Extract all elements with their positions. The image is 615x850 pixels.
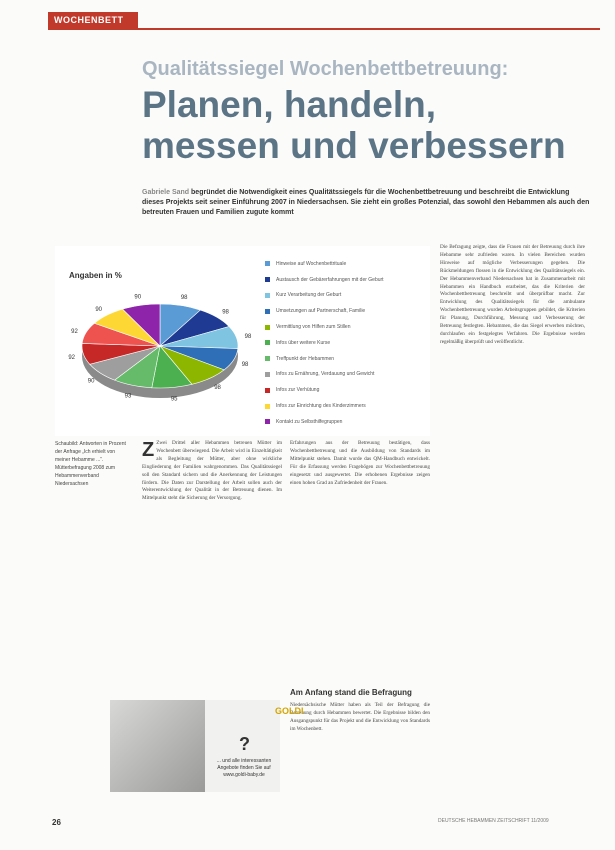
magazine-footer: DEUTSCHE HEBAMMEN ZEITSCHRIFT 11/2009 <box>438 818 549 824</box>
legend-label: Infos über weitere Kurse <box>276 339 331 346</box>
header-rule <box>48 28 600 30</box>
legend-label: Hinweise auf Wochenbettrituale <box>276 260 347 267</box>
lead-author: Gabriele Sand <box>142 189 190 196</box>
legend-item <box>265 303 430 319</box>
body-text-1: Zwei Drittel aller Hebammen betreuen Mütter im Wochenbett überwiegend. Die Arbeit wird in Einzeltätigkeit als Begleitung der Mütter, aber ohne wirkliche Eingliederung der Familien wahrgenommen. Das Qualitätssiegel soll den Standard sichern und die Anerkennung der Leistungen fördern. Die Daten zur Darstellung der Arbeit sollen auch der Weiterentwicklung der Qualität in der Betreuung dienen. Im Mittelpunkt steht die Sicherung der Versorgung. <box>142 440 282 502</box>
drop-cap: Z <box>142 439 155 461</box>
legend-swatch <box>265 325 270 330</box>
section-tag: WOCHENBETT <box>48 12 138 28</box>
legend-swatch <box>265 388 270 393</box>
legend-item <box>265 272 430 288</box>
ad-question-mark: ? <box>239 734 250 754</box>
ad-text: ... und alle interessanten Angebote finden Sie auf www.goldi-baby.de <box>216 758 272 778</box>
legend-swatch <box>265 404 270 409</box>
section-subhead: Am Anfang stand die Befragung <box>290 688 412 697</box>
body-column-2: Erfahrungen aus der Betreuung bestätigen, dass Wochenbettbetreuung und die Ausbildung von Standards im Mittelpunkt stehen. Damit wurde das QM-Handbuch entwickelt. Für die Erfassung werden Fragebögen zur Wochenbettbetreuung eingesetzt und ausgewertet. Die erhobenen Ergebnisse zeigen einen hohen Grad an Zufriedenheit der Frauen. <box>290 440 430 486</box>
body-column-3: Die Befragung zeigte, dass die Frauen mit der Betreuung durch ihre Hebamme sehr zufrieden waren. In vielen Bereichen wurden Hinweise auf mögliche Verbesserungen gegeben. Die Rückmeldungen flossen in die Entwicklung des Qualitätssiegels ein. Der Hebammenverband Niedersachsen hat in Zusammenarbeit mit Hebammen ein Handbuch erarbeitet, das die Kriterien der Wochenbettbetreuung beschreibt und überprüfbar macht. Zur Entwicklung des Qualitätssiegels für die ambulante Wochenbettbetreuung wurden Arbeitsgruppen gebildet, die Kriterien für Planung, Durchführung, Messung und Verbesserung der Betreuung festlegten. Hebammen, die das Siegel erwerben möchten, durchlaufen ein festgelegtes Verfahren. Die Ergebnisse werden regelmäßig überprüft und veröffentlicht. <box>440 244 585 345</box>
legend-label: Kontakt zu Selbsthilfegruppen <box>276 418 343 425</box>
legend-item <box>265 398 430 414</box>
legend-swatch <box>265 261 270 266</box>
legend-swatch <box>265 309 270 314</box>
legend-label: Austausch der Gebärerfahrungen mit der Geburt <box>276 276 384 283</box>
pie-data-label: 90 <box>134 294 142 301</box>
pie-data-label: 98 <box>180 294 188 301</box>
pie-data-label: 90 <box>95 306 103 313</box>
lead-text: begründet die Notwendigkeit eines Qualitätssiegels für die Wochenbettbetreuung und beschreibt die Entwicklung dieses Projekts seit seiner Einführung 2007 in Niedersachsen. Sie zieht ein großes Potenzial, das sowohl den Hebammen als auch den betreuten Frauen und Familien zugute kommt <box>142 189 590 216</box>
legend-item <box>265 414 430 430</box>
chart-caption: Schaubild: Antworten in Prozent der Anfrage „Ich erhielt von meiner Hebamme ...“. Mütterbefragung 2008 zum Hebammenverband Niedersachsen <box>55 441 126 487</box>
chart-title: Angaben in % <box>69 271 122 280</box>
article-kicker: Qualitätssiegel Wochenbettbetreuung: <box>142 58 509 80</box>
legend-item <box>265 367 430 383</box>
legend-swatch <box>265 277 270 282</box>
legend-label: Vermittlung von Hilfen zum Stillen <box>276 324 351 331</box>
legend-item <box>265 382 430 398</box>
body-column-2b: Niedersächsische Mütter haben als Teil der Befragung die Betreuung durch Hebammen bewertet. Die Ergebnisse bilden den Ausgangspunkt für das Projekt und die Entwicklung von Standards im Wochenbett. <box>290 702 430 732</box>
legend-item <box>265 256 430 272</box>
chart-legend <box>265 256 430 430</box>
ad-logo: GOLDI <box>275 706 304 716</box>
legend-label: Infos zu Ernährung, Verdauung und Gewicht <box>276 371 375 378</box>
pie-chart <box>55 246 265 436</box>
pie-data-label: 98 <box>222 309 229 316</box>
legend-label: Umsetzungen auf Partnerschaft, Familie <box>276 308 366 315</box>
legend-label: Infos zur Verhütung <box>276 387 320 394</box>
ad-photo <box>110 700 205 792</box>
pie-data-label: 98 <box>244 334 252 341</box>
pie-data-label: 95 <box>170 396 178 403</box>
legend-label: Treffpunkt der Hebammen <box>276 355 335 362</box>
pie-data-label: 98 <box>214 384 221 391</box>
legend-item <box>265 288 430 304</box>
legend-swatch <box>265 419 270 424</box>
legend-swatch <box>265 340 270 345</box>
legend-label: Infos zur Einrichtung des Kinderzimmers <box>276 403 366 410</box>
legend-swatch <box>265 356 270 361</box>
pie-chart-panel <box>55 246 430 436</box>
legend-swatch <box>265 293 270 298</box>
pie-data-label: 90 <box>87 378 95 385</box>
article-headline: Planen, handeln, messen und verbessern <box>142 84 566 166</box>
legend-item <box>265 351 430 367</box>
pie-data-label: 98 <box>241 361 249 368</box>
ad-panel <box>205 700 304 792</box>
legend-item <box>265 319 430 335</box>
body-column-1 <box>142 440 282 503</box>
pie-data-label: 93 <box>124 393 132 400</box>
legend-item <box>265 335 430 351</box>
goldi-advertisement[interactable] <box>110 700 304 792</box>
article-lead <box>142 188 592 218</box>
page-number: 26 <box>52 818 61 827</box>
pie-data-label: 92 <box>71 328 78 335</box>
legend-label: Kurz Verarbeitung der Geburt <box>276 292 342 299</box>
legend-swatch <box>265 372 270 377</box>
pie-data-label: 92 <box>68 355 76 362</box>
